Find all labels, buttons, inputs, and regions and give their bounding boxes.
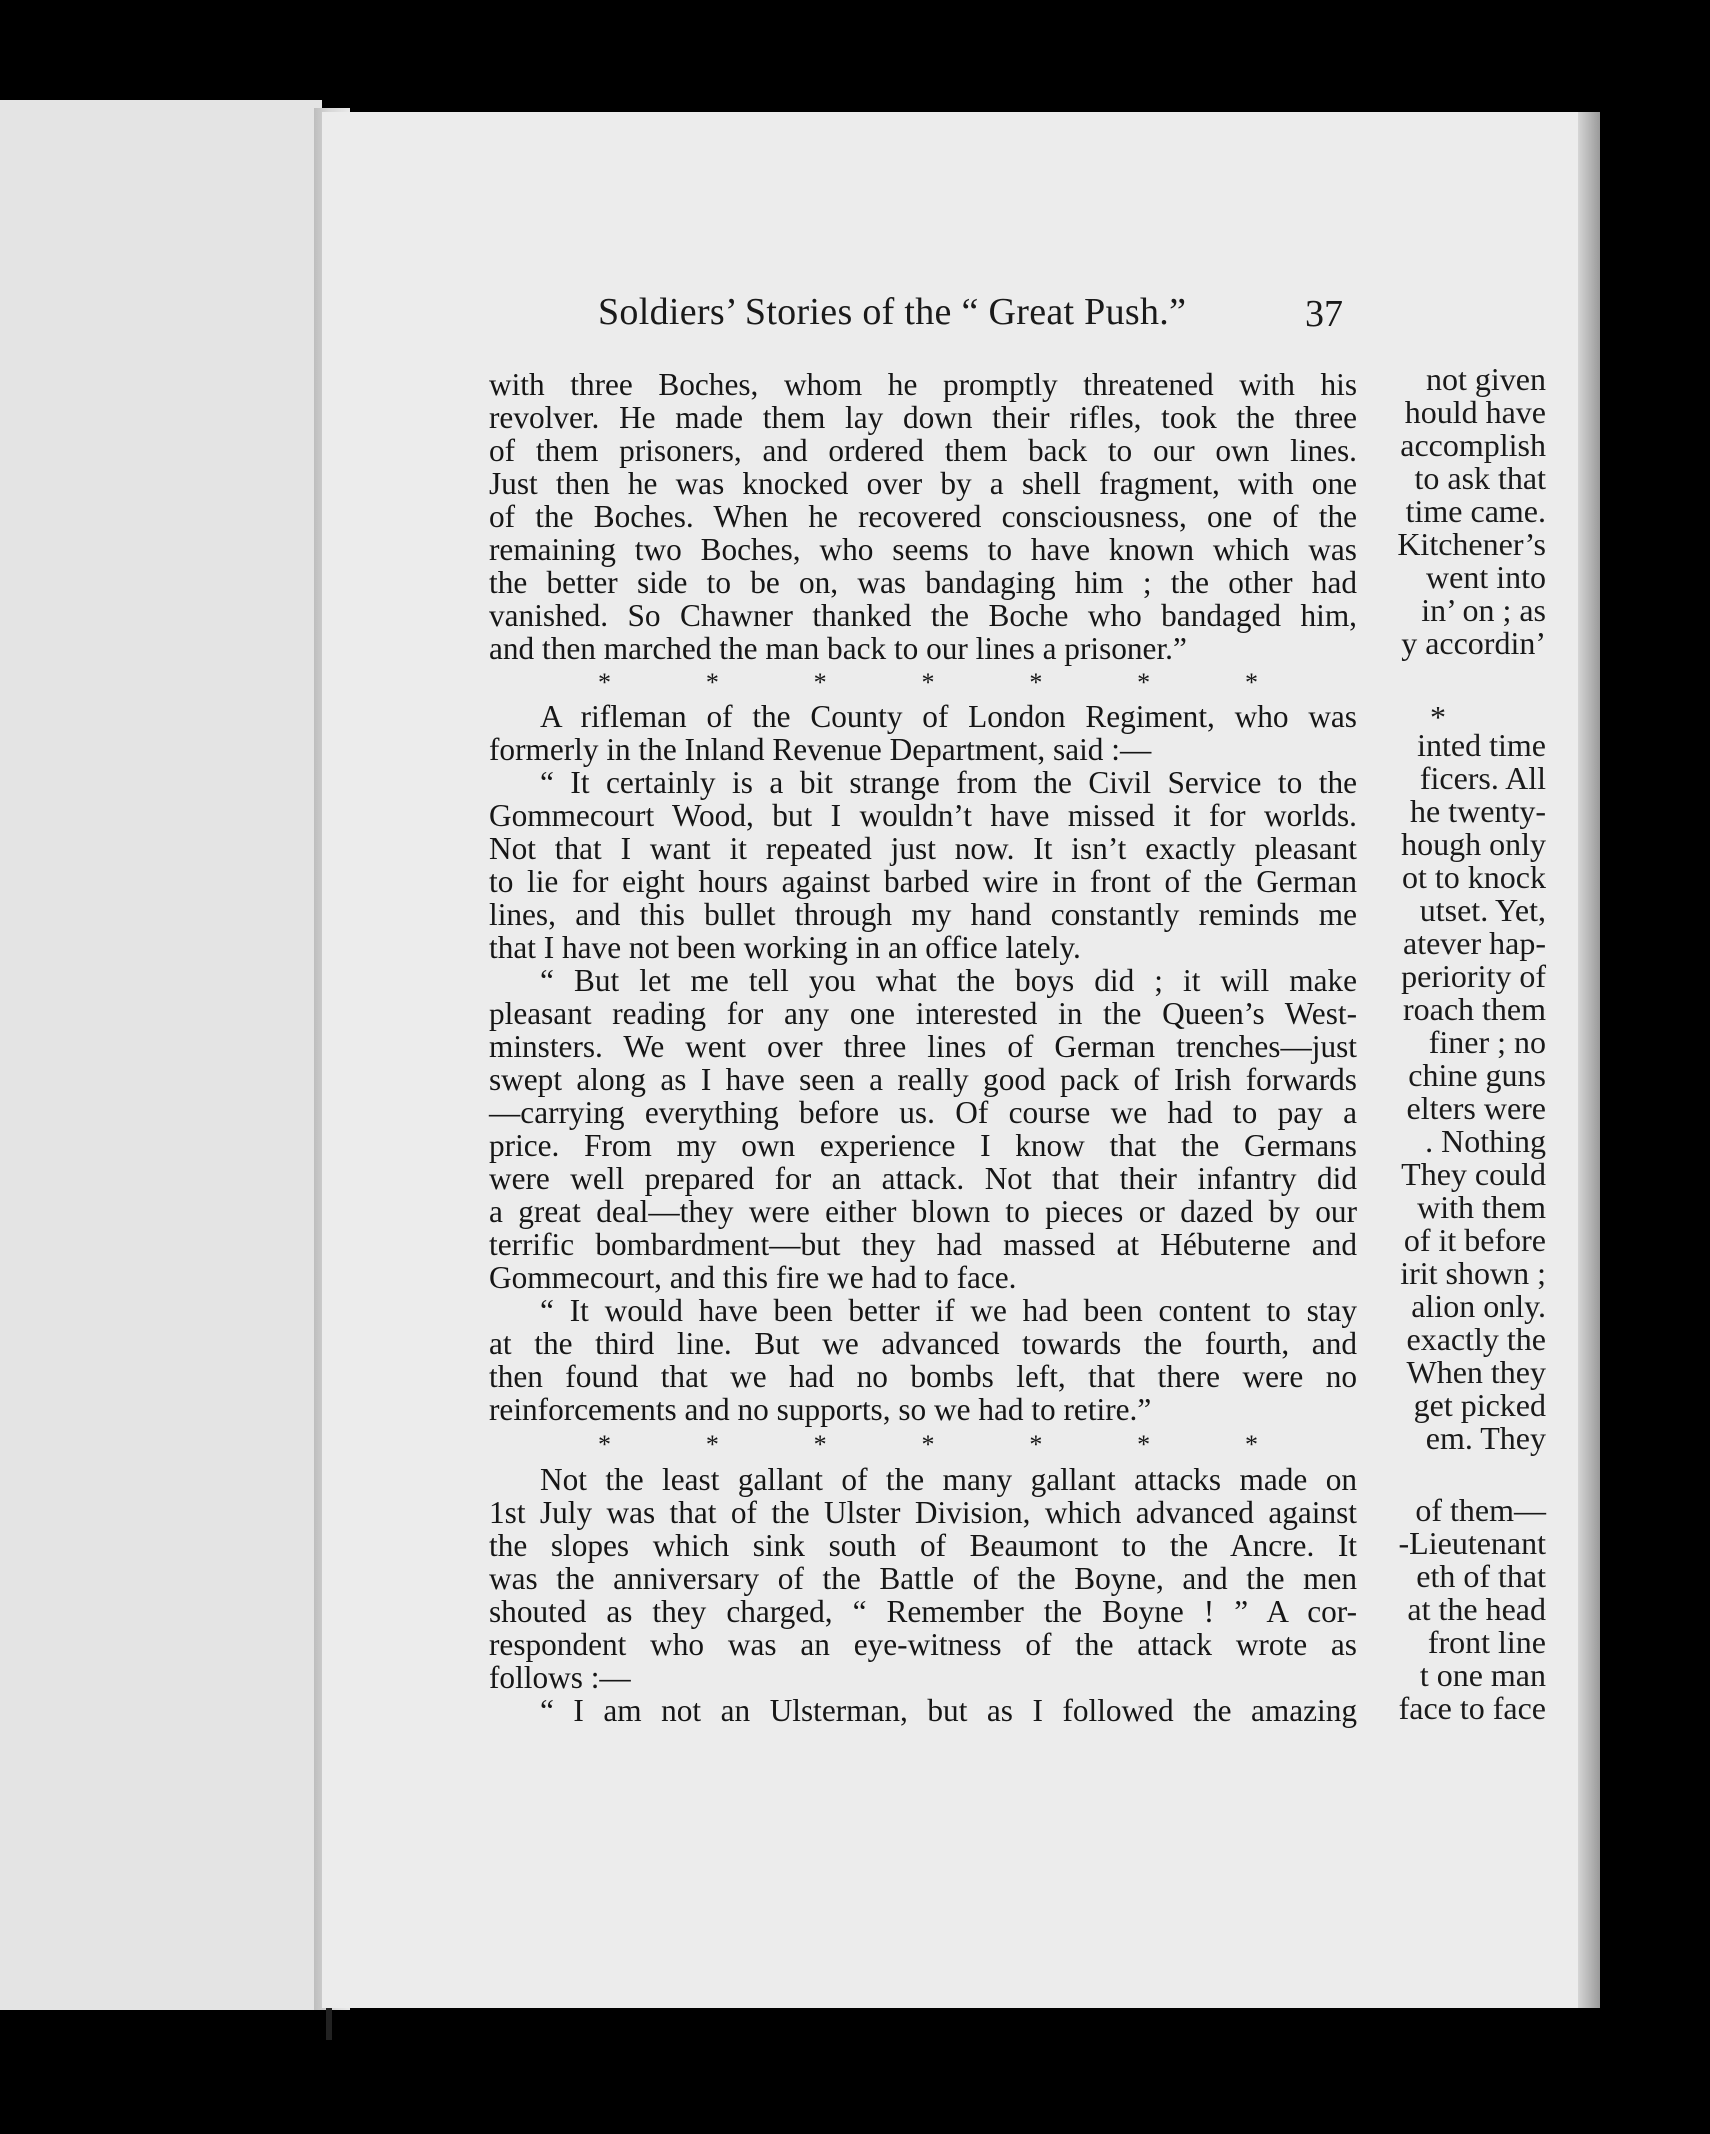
left-fragment-line: face to face	[1398, 1690, 1546, 1726]
left-fragment-line: in’ on ; as	[1421, 592, 1546, 628]
body-line: remaining two Boches, who seems to have known which was	[489, 532, 1357, 567]
separator-star: *	[921, 1430, 935, 1459]
left-fragment-line: -Lieutenant	[1398, 1525, 1546, 1561]
left-fragment-line: They could	[1401, 1156, 1546, 1192]
body-line: and then marched the man back to our lines a prisoner.”	[489, 631, 1187, 666]
left-fragment-line: accomplish	[1400, 427, 1546, 463]
left-fragment-line: chine guns	[1408, 1057, 1546, 1093]
left-fragment-line: get picked	[1413, 1387, 1546, 1423]
body-line: with three Boches, whom he promptly threatened with his	[489, 367, 1357, 402]
left-fragment-line: irit shown ;	[1400, 1255, 1546, 1291]
body-line: then found that we had no bombs left, that there were no	[489, 1359, 1357, 1394]
body-line: the better side to be on, was bandaging him ; the other had	[489, 565, 1357, 600]
left-fragment-line: finer ; no	[1428, 1024, 1546, 1060]
left-fragment-line: of it before	[1403, 1222, 1546, 1258]
body-line: follows :—	[489, 1660, 631, 1695]
body-line: “ But let me tell you what the boys did ; it will make	[540, 963, 1357, 998]
body-line: terrific bombardment—but they had massed at Hébuterne and	[489, 1227, 1357, 1262]
body-line: Not the least gallant of the many gallant attacks made on	[540, 1462, 1357, 1497]
left-fragment-line: em. They	[1425, 1420, 1546, 1456]
left-fragment-line: t one man	[1419, 1657, 1546, 1693]
body-line: of them prisoners, and ordered them back to our own lines.	[489, 433, 1357, 468]
body-line: swept along as I have seen a really good pack of Irish forwards	[489, 1062, 1357, 1097]
body-line: the slopes which sink south of Beaumont to the Ancre. It	[489, 1528, 1357, 1563]
body-line: minsters. We went over three lines of German trenches—just	[489, 1029, 1357, 1064]
separator-star: *	[921, 668, 935, 697]
left-fragment-line: periority of	[1401, 958, 1546, 994]
left-fragment-line: atever hap-	[1402, 925, 1546, 961]
left-fragment-line: eth of that	[1416, 1558, 1546, 1594]
separator-star: *	[598, 1430, 611, 1459]
body-line: Not that I want it repeated just now. It isn’t exactly pleasant	[489, 831, 1357, 866]
body-line: price. From my own experience I know that the Germans	[489, 1128, 1357, 1163]
section-separator	[598, 1430, 1258, 1460]
left-fragment-line: inted time	[1417, 727, 1546, 763]
body-line: formerly in the Inland Revenue Department, said :—	[489, 732, 1152, 767]
body-line: Just then he was knocked over by a shell fragment, with one	[489, 466, 1357, 501]
body-line: were well prepared for an attack. Not that their infantry did	[489, 1161, 1357, 1196]
body-line: A rifleman of the County of London Regiment, who was	[540, 699, 1357, 734]
body-line: reinforcements and no supports, so we had to retire.”	[489, 1392, 1152, 1427]
page-edge-shadow	[1578, 112, 1600, 2008]
separator-star: *	[1137, 668, 1151, 697]
left-fragment-star: *	[1430, 699, 1446, 735]
separator-star: *	[1029, 1430, 1043, 1459]
left-fragment-line: hough only	[1401, 826, 1546, 862]
body-line: respondent who was an eye-witness of the attack wrote as	[489, 1627, 1357, 1662]
body-line: Gommecourt, and this fire we had to face.	[489, 1260, 1017, 1295]
left-fragment-line: alion only.	[1411, 1288, 1546, 1324]
separator-star: *	[705, 1430, 719, 1459]
left-fragment-line: he twenty-	[1410, 793, 1546, 829]
section-separator	[598, 668, 1258, 698]
left-fragment-line: time came.	[1405, 493, 1546, 529]
body-line: to lie for eight hours against barbed wire in front of the German	[489, 864, 1357, 899]
body-line: at the third line. But we advanced towards the fourth, and	[489, 1326, 1357, 1361]
left-page	[0, 100, 322, 2010]
left-fragment-line: utset. Yet,	[1419, 892, 1546, 928]
left-fragment-line: elters were	[1406, 1090, 1546, 1126]
running-head: Soldiers’ Stories of the “ Great Push.”	[598, 291, 1187, 333]
body-line: “ It certainly is a bit strange from the Civil Service to the	[540, 765, 1357, 800]
body-line: 1st July was that of the Ulster Division, which advanced against	[489, 1495, 1357, 1530]
left-fragment-line: When they	[1406, 1354, 1546, 1390]
left-fragment-line: . Nothing	[1425, 1123, 1546, 1159]
left-fragment-line: exactly the	[1406, 1321, 1546, 1357]
separator-star: *	[598, 668, 611, 697]
left-fragment-line: with them	[1417, 1189, 1546, 1225]
separator-star: *	[1244, 1430, 1258, 1459]
body-line: shouted as they charged, “ Remember the Boyne ! ” A cor-	[489, 1594, 1357, 1629]
body-line: “ I am not an Ulsterman, but as I followed the amazing	[540, 1693, 1357, 1728]
body-line: vanished. So Chawner thanked the Boche who bandaged him,	[489, 598, 1357, 633]
left-fragment-line: of them—	[1415, 1492, 1546, 1528]
left-fragment-line: went into	[1426, 559, 1546, 595]
body-line: —carrying everything before us. Of course we had to pay a	[489, 1095, 1357, 1130]
separator-star: *	[1244, 668, 1258, 697]
body-line: “ It would have been better if we had been content to stay	[540, 1293, 1357, 1328]
body-line: lines, and this bullet through my hand constantly reminds me	[489, 897, 1357, 932]
left-fragment-line: to ask that	[1414, 460, 1546, 496]
body-line: pleasant reading for any one interested in the Queen’s West-	[489, 996, 1357, 1031]
separator-star: *	[813, 668, 827, 697]
left-fragment-line: roach them	[1402, 991, 1546, 1027]
left-fragment-line: y accordin’	[1401, 625, 1546, 661]
body-line: that I have not been working in an office lately.	[489, 930, 1081, 965]
separator-star: *	[1029, 668, 1043, 697]
page-number: 37	[1305, 293, 1343, 335]
left-fragment-line: hould have	[1404, 394, 1546, 430]
left-fragment-line: ficers. All	[1419, 760, 1546, 796]
body-line: was the anniversary of the Battle of the Boyne, and the men	[489, 1561, 1357, 1596]
body-line: of the Boches. When he recovered consciousness, one of the	[489, 499, 1357, 534]
left-fragment-line: Kitchener’s	[1397, 526, 1546, 562]
separator-star: *	[705, 668, 719, 697]
left-fragment-line: front line	[1427, 1624, 1546, 1660]
body-line: revolver. He made them lay down their rifles, took the three	[489, 400, 1357, 435]
left-fragment-line: not given	[1426, 361, 1546, 397]
separator-star: *	[813, 1430, 827, 1459]
left-fragment-line: at the head	[1407, 1591, 1546, 1627]
body-line: a great deal—they were either blown to pieces or dazed by our	[489, 1194, 1357, 1229]
left-fragment-line: ot to knock	[1402, 859, 1546, 895]
separator-star: *	[1137, 1430, 1151, 1459]
body-line: Gommecourt Wood, but I wouldn’t have missed it for worlds.	[489, 798, 1357, 833]
